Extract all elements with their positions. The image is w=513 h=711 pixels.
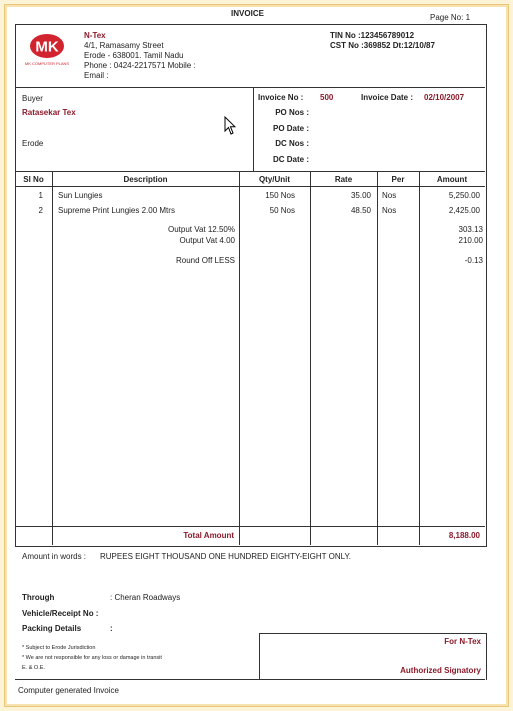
tax-vat-4-amount: 210.00	[458, 236, 483, 245]
note-liability: * We are not responsible for any loss or damage in transit	[22, 655, 162, 661]
col-header-per: Per	[391, 175, 405, 184]
col-divider-2	[239, 171, 240, 545]
row-1-per: Nos	[382, 191, 397, 200]
company-address-1: 4/1, Ramasamy Street	[84, 41, 164, 50]
round-off-amount: -0.13	[464, 256, 483, 265]
invoice-date-label: Invoice Date :	[361, 93, 414, 102]
tax-vat-4-label: Output Vat 4.00	[179, 236, 235, 245]
row-1-rate: 35.00	[350, 191, 371, 200]
tin-number: TIN No :123456789012	[330, 31, 415, 40]
col-divider-4	[377, 171, 378, 545]
dc-nos-label: DC Nos :	[275, 139, 309, 148]
cst-number: CST No :369852 Dt:12/10/87	[330, 41, 435, 50]
row-1-description: Sun Lungies	[58, 191, 103, 200]
logo-caption: MK COMPUTER PLANS	[24, 61, 70, 66]
row-1-qty: 150 Nos	[265, 191, 295, 200]
row-2-qty: 50 Nos	[269, 206, 295, 215]
page-number: Page No: 1	[430, 13, 471, 22]
buyer-city: Erode	[22, 139, 44, 148]
total-amount-label: Total Amount	[183, 531, 234, 540]
amount-in-words: RUPEES EIGHT THOUSAND ONE HUNDRED EIGHTY-EIGHT ONLY.	[100, 552, 352, 561]
authorized-signatory: Authorized Signatory	[400, 666, 481, 675]
round-off-label: Round Off LESS	[176, 256, 235, 265]
note-eoe: E. & O.E.	[22, 665, 45, 671]
row-2-sl: 2	[38, 206, 43, 215]
buyer-name: Ratasekar Tex	[22, 108, 76, 117]
col-header-description: Description	[123, 175, 168, 184]
row-2-amount: 2,425.00	[448, 206, 480, 215]
po-date-label: PO Date :	[272, 124, 309, 133]
company-address-2: Erode - 638001. Tamil Nadu	[84, 51, 184, 60]
col-header-qty-unit: Qty/Unit	[258, 175, 291, 184]
company-name: N-Tex	[84, 31, 106, 40]
vehicle-receipt-label: Vehicle/Receipt No :	[22, 609, 99, 618]
invoice-date-value: 02/10/2007	[424, 93, 465, 102]
row-2-per: Nos	[382, 206, 397, 215]
for-company: For N-Tex	[444, 637, 481, 646]
mouse-cursor-icon	[224, 116, 236, 141]
packing-details-label: Packing Details	[22, 624, 82, 633]
company-phone: Phone : 0424-2217571 Mobile :	[84, 61, 196, 70]
total-amount-value: 8,188.00	[448, 531, 480, 540]
invoice-frame	[15, 24, 487, 547]
tax-vat-12-5-amount: 303.13	[458, 225, 483, 234]
company-logo	[23, 33, 71, 67]
col-header-amount: Amount	[436, 175, 468, 184]
row-1-sl: 1	[38, 191, 43, 200]
through-value: : Cheran Roadways	[110, 593, 181, 602]
invoice-no-value: 500	[320, 93, 334, 102]
divider-buyer	[15, 171, 485, 172]
footer-note: Computer generated Invoice	[18, 686, 119, 695]
packing-details-colon: :	[110, 624, 113, 633]
buyer-label: Buyer	[22, 94, 43, 103]
tax-vat-12-5-label: Output Vat 12.50%	[167, 225, 235, 234]
through-label: Through	[22, 593, 55, 602]
company-email: Email :	[84, 71, 109, 80]
col-divider-3	[310, 171, 311, 545]
dc-date-label: DC Date :	[272, 155, 309, 164]
divider-header	[15, 87, 485, 88]
logo-text: MK	[35, 38, 59, 56]
amount-words-label: Amount in words :	[22, 552, 87, 561]
invoice-title: INVOICE	[231, 9, 264, 18]
note-jurisdiction: * Subject to Erode Jurisdiction	[22, 645, 96, 651]
po-nos-label: PO Nos :	[275, 108, 309, 117]
divider-footer	[15, 679, 485, 680]
col-header-sl-no: Sl No	[23, 175, 44, 184]
col-header-rate: Rate	[334, 175, 353, 184]
row-1-amount: 5,250.00	[448, 191, 480, 200]
row-2-description: Supreme Print Lungies 2.00 Mtrs	[58, 206, 175, 215]
divider-columns	[15, 186, 485, 187]
row-2-rate: 48.50	[350, 206, 371, 215]
divider-total	[15, 526, 485, 527]
invoice-no-label: Invoice No :	[258, 93, 304, 102]
